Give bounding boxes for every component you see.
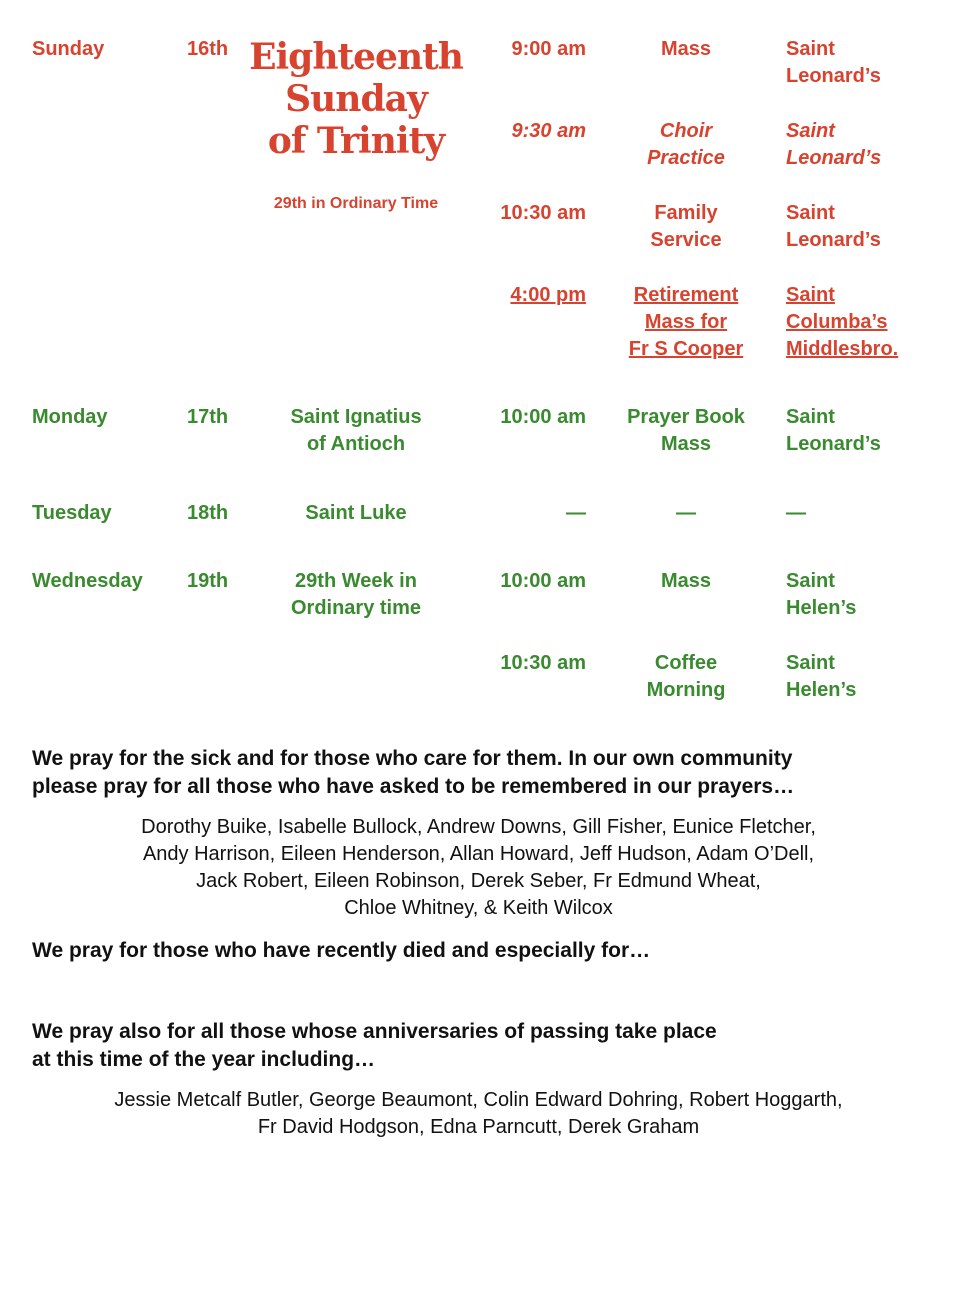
- day-sunday: Sunday: [32, 38, 105, 60]
- date-sunday: 16th: [187, 38, 229, 60]
- feast-tuesday: Saint Luke: [305, 502, 407, 524]
- feast-line: of Trinity: [267, 120, 445, 162]
- service-place: Saint Leonard’s: [786, 120, 882, 169]
- service-time: 10:30 am: [500, 652, 586, 674]
- service-place: Saint Leonard’s: [786, 202, 881, 251]
- service-event: —: [676, 502, 696, 524]
- day-wednesday: Wednesday: [32, 570, 143, 592]
- service-event: Mass: [660, 570, 712, 592]
- service-place: Saint Leonard’s: [786, 406, 881, 455]
- feast-line: Eighteenth: [249, 36, 463, 78]
- service-time: 9:30 am: [511, 120, 586, 142]
- service-event: Coffee Morning: [646, 652, 726, 701]
- service-event: Retirement Mass for Fr S Cooper: [628, 284, 744, 360]
- service-time: 10:00 am: [500, 406, 586, 428]
- date-tuesday: 18th: [187, 502, 229, 524]
- feast-line: Sunday: [285, 78, 427, 120]
- service-place: Saint Columba’s Middlesbro.: [786, 284, 899, 360]
- sick-heading: We pray for the sick and for those who care for them. In our own community please pray for all those who have asked to be remembered in our prayers…: [32, 747, 795, 798]
- anniversary-heading: We pray also for all those whose anniversaries of passing take place at this time of the year including…: [32, 1020, 717, 1071]
- service-time: 4:00 pm: [510, 284, 586, 306]
- service-place: —: [786, 502, 806, 524]
- feast-subtitle: 29th in Ordinary Time: [273, 195, 439, 212]
- date-monday: 17th: [187, 406, 229, 428]
- service-place: Saint Leonard’s: [786, 38, 881, 87]
- service-event: Prayer Book Mass: [627, 406, 745, 455]
- date-wednesday: 19th: [187, 570, 229, 592]
- died-heading: We pray for those who have recently died and especially for…: [32, 939, 651, 962]
- service-time: —: [566, 502, 586, 524]
- service-time: 10:30 am: [500, 202, 586, 224]
- service-event: Family Service: [650, 202, 722, 251]
- day-monday: Monday: [32, 406, 108, 428]
- day-tuesday: Tuesday: [32, 502, 112, 524]
- feast-monday: Saint Ignatius of Antioch: [290, 406, 422, 455]
- service-place: Saint Helen’s: [786, 652, 857, 701]
- feast-wednesday: 29th Week in Ordinary time: [290, 570, 422, 619]
- service-time: 10:00 am: [500, 570, 586, 592]
- feast-title: [249, 36, 463, 162]
- sick-names: Dorothy Buike, Isabelle Bullock, Andrew Downs, Gill Fisher, Eunice Fletcher, Andy Harrison, Eileen Henderson, Allan Howard, Jeff Hudson, Adam O’Dell, Jack Robert, Eileen Robinson, Derek Seber, Fr Edmund Wheat, Chloe Whitney, & Keith Wilcox: [141, 816, 816, 919]
- service-place: Saint Helen’s: [786, 570, 857, 619]
- service-event: Choir Practice: [647, 120, 725, 169]
- service-time: 9:00 am: [511, 38, 586, 60]
- service-event: Mass: [660, 38, 712, 60]
- anniversary-names: Jessie Metcalf Butler, George Beaumont, Colin Edward Dohring, Robert Hoggarth, Fr David Hodgson, Edna Parncutt, Derek Graham: [114, 1089, 843, 1138]
